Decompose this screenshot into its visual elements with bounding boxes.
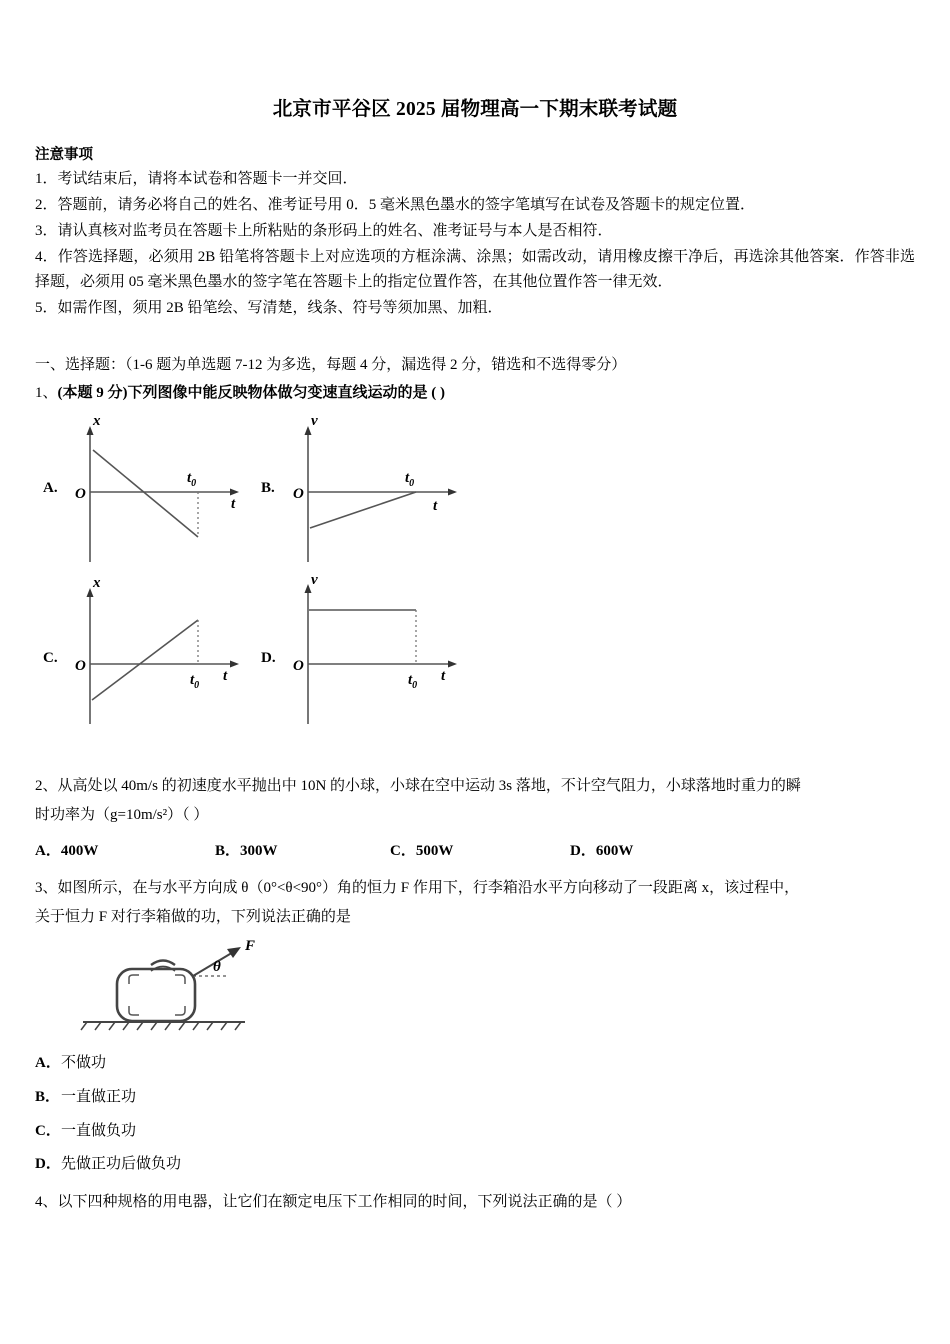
- question-3-figure: [75, 938, 915, 1033]
- graph-a-xt: [35, 410, 265, 570]
- figure-b-label: B.: [261, 480, 275, 497]
- page-title: 北京市平谷区 2025 届物理高一下期末联考试题: [272, 99, 678, 120]
- section-heading: 一、选择题：（1-6 题为单选题 7-12 为多选，每题 4 分，漏选得 2 分，错选和不选得零分）: [35, 356, 627, 373]
- graph-c-y-label: x: [93, 575, 101, 592]
- suitcase-force-diagram: [75, 938, 305, 1033]
- question-3-number: 3、: [35, 879, 58, 896]
- angle-label: θ: [213, 959, 221, 976]
- option-d-label: D．: [35, 1156, 61, 1173]
- force-label: F: [245, 938, 256, 955]
- question-3-stem: [35, 874, 915, 903]
- option-d[interactable]: [35, 1148, 915, 1182]
- question-3-options: [35, 1047, 915, 1182]
- graph-b-y-label: v: [311, 413, 318, 430]
- graph-b-vt: [253, 410, 483, 570]
- figure-option-a: [35, 410, 265, 570]
- notice-item: 3．请认真核对监考员在答题卡上所粘贴的条形码上的姓名、准考证号与本人是否相符．: [35, 222, 613, 239]
- figure-option-b: [253, 410, 483, 570]
- option-c-label: C．: [35, 1122, 61, 1139]
- question-4-stem: [35, 1188, 915, 1217]
- graph-d-vt: [253, 572, 483, 732]
- question-1-number: 1、: [35, 384, 58, 401]
- question-2-number: 2、: [35, 778, 58, 795]
- question-1-figure-group: [35, 410, 495, 730]
- option-d[interactable]: D．600W: [570, 842, 634, 859]
- graph-b-x-label: t: [433, 498, 438, 515]
- option-a-label: A．: [35, 1055, 61, 1072]
- question-2-options: [35, 839, 915, 860]
- graph-d-origin: O: [293, 658, 304, 675]
- graph-a-x-label: t: [231, 496, 236, 513]
- figure-c-label: C.: [43, 650, 58, 667]
- graph-b-tick-label: $t_0$: [405, 470, 415, 490]
- option-b[interactable]: [35, 1081, 915, 1115]
- option-c[interactable]: C．500W: [390, 842, 454, 859]
- graph-c-xt: [35, 572, 265, 732]
- option-d-text: 先做正功后做负功: [61, 1156, 182, 1173]
- option-b-label: B．: [35, 1088, 61, 1105]
- question-1-lead: (本题 9 分): [57, 384, 128, 401]
- notice-item: 5．如需作图，须用 2B 铅笔绘、写清楚，线条、符号等须加黑、加粗．: [35, 300, 503, 317]
- graph-d-y-label: v: [311, 572, 318, 589]
- notice-list: [35, 167, 915, 322]
- graph-c-origin: O: [75, 658, 86, 675]
- question-3-stem-line2: 关于恒力 F 对行李箱做的功，下列说法正确的是: [35, 908, 351, 925]
- figure-d-label: D.: [261, 650, 276, 667]
- option-a[interactable]: [35, 1047, 915, 1081]
- option-a[interactable]: A．400W: [35, 842, 99, 859]
- graph-c-x-label: t: [223, 668, 228, 685]
- question-1-text: 下列图像中能反映物体做匀变速直线运动的是 ( ): [127, 384, 446, 401]
- notice-item: 2．答题前，请务必将自己的姓名、准考证号用 0．5 毫米黑色墨水的签字笔填写在试卷及答题卡的规定位置．: [35, 196, 756, 213]
- notice-heading: 注意事项: [35, 147, 93, 164]
- graph-d-tick-label: $t_0$: [408, 672, 418, 692]
- option-a-text: 不做功: [61, 1055, 107, 1072]
- option-b-text: 一直做正功: [61, 1088, 137, 1105]
- graph-a-tick-label: $t_0$: [187, 470, 197, 490]
- graph-b-origin: O: [293, 486, 304, 503]
- option-c[interactable]: [35, 1115, 915, 1149]
- question-3-line1: 如图所示，在与水平方向成 θ（0°<θ<90°）角的恒力 F 作用下，行李箱沿水平方向移动了一段距离 x，该过程中，: [57, 879, 800, 896]
- question-2-stem-line2: 时功率为（g=10m/s²）（ ）: [35, 807, 209, 824]
- graph-a-origin: O: [75, 486, 86, 503]
- notice-item: 4．作答选择题，必须用 2B 铅笔将答题卡上对应选项的方框涂满、涂黑；如需改动，请用橡皮擦干净后，再选涂其他答案．作答非选择题，必须用 05 毫米黑色墨水的签字笔在答题卡上的指定位置作答，在其他位置作答一律无效．: [35, 248, 915, 291]
- graph-d-x-label: t: [441, 668, 446, 685]
- figure-option-c: [35, 572, 265, 732]
- option-c-text: 一直做负功: [61, 1122, 137, 1139]
- graph-a-y-label: x: [93, 413, 101, 430]
- notice-item: 1．考试结束后，请将本试卷和答题卡一并交回．: [35, 171, 358, 188]
- figure-option-d: [253, 572, 483, 732]
- graph-c-tick-label: $t_0$: [190, 672, 200, 692]
- question-2-line1: 从高处以 40m/s 的初速度水平抛出中 10N 的小球，小球在空中运动 3s 落地，不计空气阻力，小球落地时重力的瞬: [57, 778, 801, 795]
- question-2-stem: [35, 772, 915, 801]
- figure-a-label: A.: [43, 480, 58, 497]
- question-1-stem: [35, 379, 915, 408]
- question-4-number: 4、: [35, 1194, 58, 1211]
- option-b[interactable]: B．300W: [215, 842, 278, 859]
- question-4-text: 以下四种规格的用电器，让它们在额定电压下工作相同的时间，下列说法正确的是（ ）: [57, 1194, 632, 1211]
